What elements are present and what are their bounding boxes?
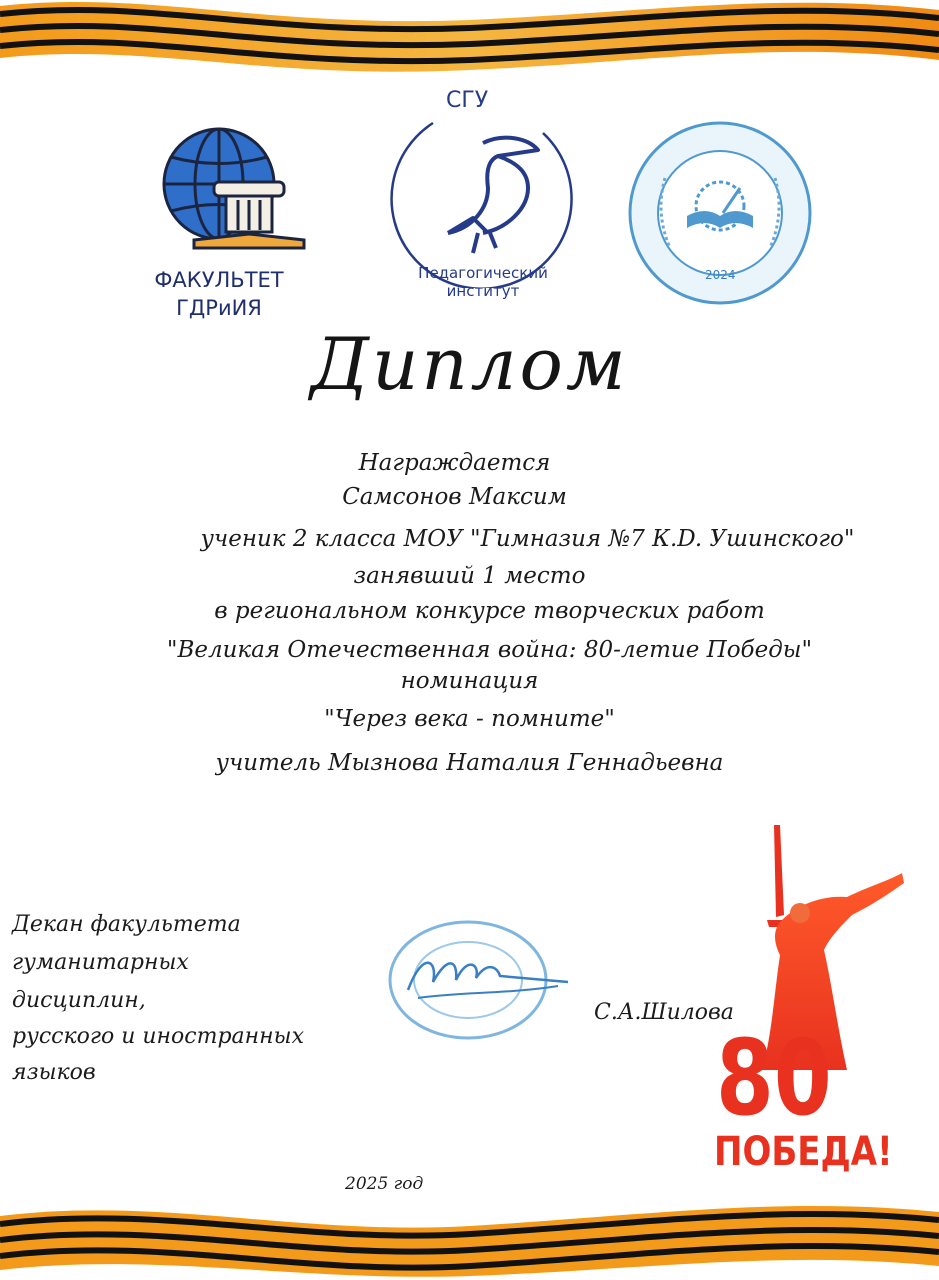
student-info: ученик 2 класса МОУ "Гимназия №7 К.D. Ушинского" xyxy=(200,526,855,552)
pelican-icon xyxy=(448,138,538,253)
place-line: занявший 1 место xyxy=(353,563,586,589)
year-label: 2025 год xyxy=(345,1174,424,1194)
emblem-number: 80 xyxy=(716,1017,832,1139)
bottom-ribbon xyxy=(0,1196,939,1280)
dean-line-2: гуманитарных xyxy=(12,950,189,975)
university-abbr: СГУ xyxy=(446,88,489,113)
dean-line-3: дисциплин, xyxy=(12,988,146,1013)
dean-line-5: языков xyxy=(12,1060,96,1085)
awarded-label: Награждается xyxy=(358,450,551,476)
university-logo xyxy=(378,88,578,300)
victory-emblem xyxy=(712,825,912,1185)
nomination-title: "Через века - помните" xyxy=(324,706,615,732)
department-year: 2024 xyxy=(705,268,736,282)
faculty-name xyxy=(144,266,294,322)
top-ribbon xyxy=(0,0,939,80)
recipient-name: Самсонов Максим xyxy=(342,484,567,510)
nomination-label: номинация xyxy=(400,668,539,694)
emblem-text: ПОБЕДА! xyxy=(714,1129,893,1175)
university-ring-text: Педагогический институт xyxy=(418,264,548,300)
dean-line-4: русского и иностранных xyxy=(12,1024,304,1049)
faculty-line1: ФАКУЛЬТЕТ xyxy=(154,268,284,292)
globe-column-book-icon xyxy=(144,112,334,262)
contest-title: "Великая Отечественная война: 80-летие Победы" xyxy=(166,637,813,663)
signer-name: С.А.Шилова xyxy=(594,1000,734,1025)
teacher-line: учитель Мызнова Наталия Геннадьевна xyxy=(215,750,724,776)
faculty-line2: ГДРиИЯ xyxy=(176,296,262,320)
dean-line-1: Декан факультета xyxy=(12,912,241,937)
faculty-logo xyxy=(144,112,334,327)
round-stamp-icon xyxy=(388,920,578,1040)
department-logo xyxy=(625,118,815,308)
diploma-title: Диплом xyxy=(310,322,629,406)
contest-line: в региональном конкурсе творческих работ xyxy=(214,598,765,624)
